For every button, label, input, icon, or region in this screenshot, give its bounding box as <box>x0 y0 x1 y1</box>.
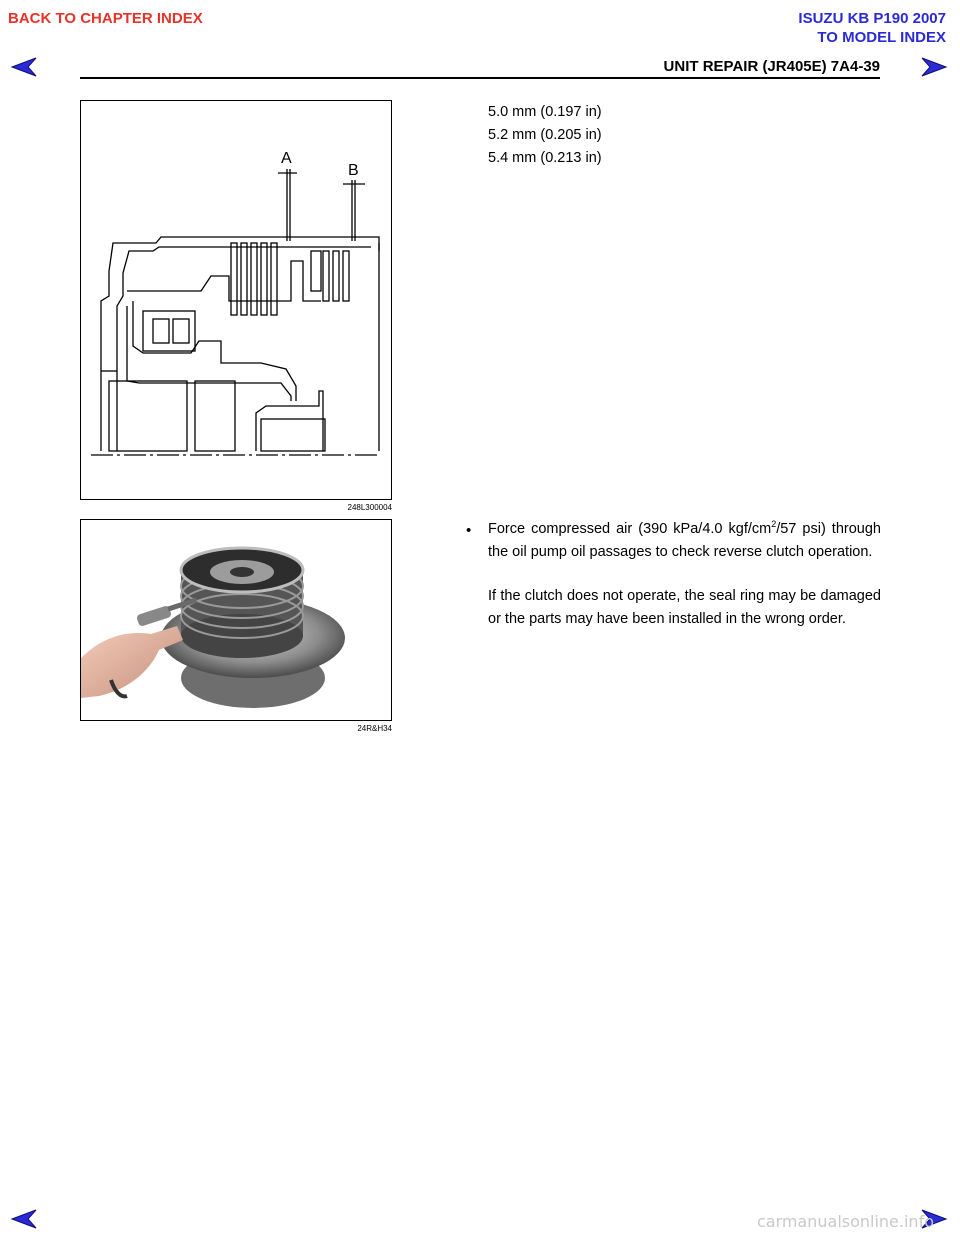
bullet-marker: • <box>466 522 472 539</box>
clutch-photo-drawing <box>81 520 391 720</box>
spec-value: 5.2 mm (0.205 in) <box>488 127 602 143</box>
to-model-index-link[interactable]: TO MODEL INDEX <box>817 29 946 46</box>
clutch-cross-section-figure <box>80 100 392 500</box>
spec-value: 5.4 mm (0.213 in) <box>488 150 602 166</box>
back-to-chapter-index-link[interactable]: BACK TO CHAPTER INDEX <box>8 10 203 27</box>
dimension-b-label: B <box>348 162 359 179</box>
cross-section-drawing <box>81 101 391 499</box>
dimension-a-label: A <box>281 150 292 167</box>
model-title-link[interactable]: ISUZU KB P190 2007 <box>798 10 946 27</box>
compressed-air-test-photo <box>80 519 392 721</box>
figure-code: 248L300004 <box>347 503 392 512</box>
figure-code: 24R&H34 <box>357 724 392 733</box>
previous-page-arrow-bottom-icon[interactable] <box>10 1208 38 1230</box>
instruction-paragraph: Force compressed air (390 kPa/4.0 kgf/$cm^2/57$ psi) through the oil pump oil passages to check reverse clutch operation. <box>488 519 881 560</box>
next-page-arrow-icon[interactable] <box>920 56 948 78</box>
note-paragraph: If the clutch does not operate, the seal ring may be damaged or the parts may have been installed in the wrong order. <box>488 588 881 627</box>
watermark: carmanualsonline.info <box>756 1212 934 1231</box>
page-header-title: UNIT REPAIR (JR405E) 7A4-39 <box>663 58 880 75</box>
spec-value: 5.0 mm (0.197 in) <box>488 104 602 120</box>
previous-page-arrow-icon[interactable] <box>10 56 38 78</box>
header-divider <box>80 77 880 79</box>
